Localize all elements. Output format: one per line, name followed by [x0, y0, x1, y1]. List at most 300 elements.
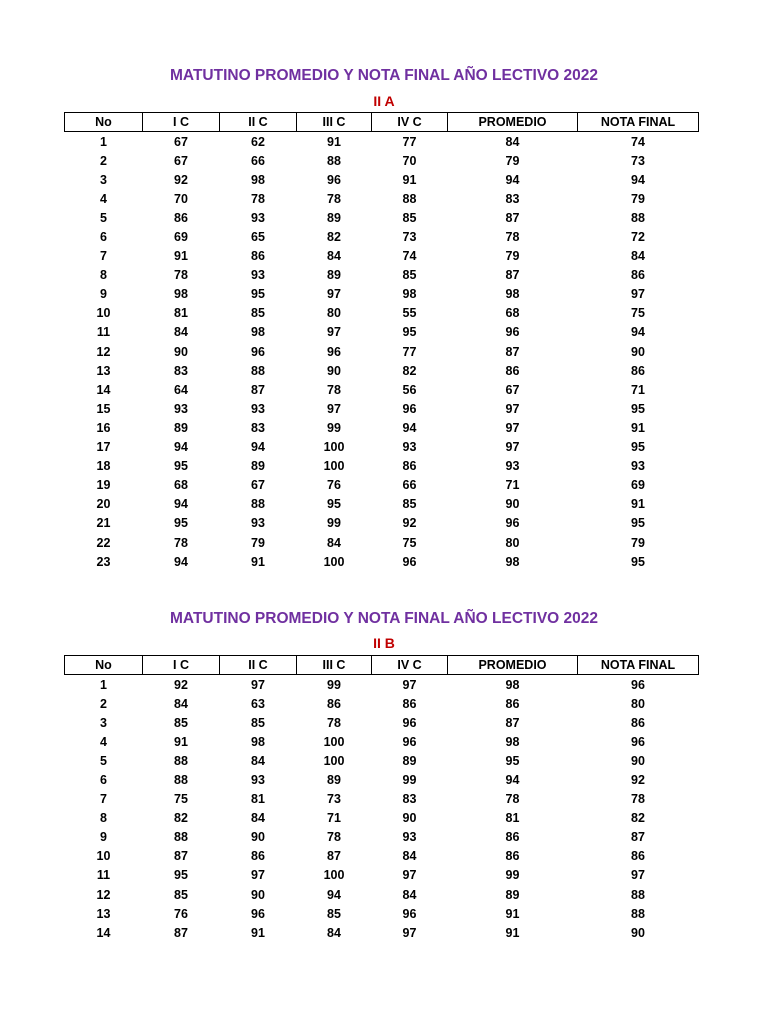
cell-no: 8: [100, 811, 107, 826]
cell-iv-c: 77: [402, 344, 417, 359]
table-row: [65, 751, 699, 770]
cell-iv-c: 96: [402, 401, 417, 416]
cell-ii-c: 84: [251, 753, 265, 768]
cell-nota-final: 96: [631, 677, 645, 692]
cell-nota-final: 86: [631, 268, 645, 283]
header-promedio: PROMEDIO: [448, 113, 578, 132]
cell-promedio: 98: [505, 677, 520, 692]
table-body: [65, 132, 699, 572]
cell-promedio: 68: [505, 306, 520, 321]
cell-i-c: 64: [174, 382, 188, 397]
cell-iv-c: 98: [402, 287, 417, 302]
cell-no: 1: [100, 677, 107, 692]
cell-i-c: 95: [174, 868, 188, 883]
cell-iii-c: 100: [323, 459, 345, 474]
cell-promedio: 89: [505, 887, 520, 902]
cell-ii-c: 65: [251, 230, 265, 245]
table-row: [65, 533, 699, 552]
cell-ii-c: 85: [251, 715, 265, 730]
grades-table: [64, 655, 699, 942]
cell-iv-c: 95: [402, 325, 417, 340]
cell-nota-final: 79: [631, 535, 645, 550]
cell-nota-final: 95: [631, 516, 645, 531]
cell-nota-final: 87: [631, 830, 645, 845]
cell-i-c: 81: [174, 306, 188, 321]
cell-ii-c: 78: [251, 191, 265, 206]
cell-no: 15: [96, 401, 111, 416]
table-row: [65, 208, 699, 227]
table-row: [65, 904, 699, 923]
cell-nota-final: 88: [631, 906, 645, 921]
cell-ii-c: 85: [251, 306, 265, 321]
cell-iv-c: 96: [402, 734, 417, 749]
cell-i-c: 67: [174, 134, 188, 149]
cell-iii-c: 94: [327, 887, 341, 902]
cell-no: 23: [96, 554, 111, 569]
header-iii-c: III C: [297, 113, 372, 132]
table-row: [65, 151, 699, 170]
cell-iii-c: 78: [327, 830, 341, 845]
cell-ii-c: 81: [251, 792, 265, 807]
cell-promedio: 86: [505, 830, 520, 845]
cell-ii-c: 98: [251, 172, 265, 187]
cell-promedio: 79: [505, 153, 520, 168]
cell-i-c: 95: [174, 459, 188, 474]
cell-no: 2: [100, 696, 107, 711]
cell-promedio: 71: [505, 478, 520, 493]
cell-ii-c: 88: [251, 497, 265, 512]
cell-nota-final: 93: [631, 459, 645, 474]
cell-iii-c: 96: [327, 344, 341, 359]
cell-iii-c: 84: [327, 925, 341, 940]
section-group: II B: [373, 635, 395, 651]
cell-nota-final: 73: [631, 153, 645, 168]
cell-iii-c: 96: [327, 172, 341, 187]
cell-promedio: 94: [505, 773, 520, 788]
cell-iii-c: 84: [327, 535, 341, 550]
table-row: [65, 809, 699, 828]
table-row: [65, 552, 699, 571]
cell-iv-c: 97: [402, 868, 417, 883]
cell-ii-c: 63: [251, 696, 265, 711]
cell-ii-c: 91: [251, 925, 265, 940]
cell-ii-c: 88: [251, 363, 265, 378]
cell-ii-c: 84: [251, 811, 265, 826]
table-row: [65, 132, 699, 152]
cell-no: 18: [96, 459, 111, 474]
cell-i-c: 94: [174, 554, 188, 569]
cell-iv-c: 93: [402, 440, 417, 455]
cell-i-c: 75: [174, 792, 188, 807]
cell-i-c: 78: [174, 535, 188, 550]
header-promedio: PROMEDIO: [448, 656, 578, 675]
cell-no: 4: [100, 191, 107, 206]
cell-i-c: 94: [174, 497, 188, 512]
cell-promedio: 83: [505, 191, 520, 206]
table-row: [65, 380, 699, 399]
table-row: [65, 361, 699, 380]
cell-no: 1: [100, 134, 107, 149]
cell-iv-c: 73: [402, 230, 417, 245]
cell-iii-c: 99: [327, 420, 341, 435]
cell-ii-c: 97: [251, 677, 265, 692]
cell-promedio: 94: [505, 172, 520, 187]
cell-nota-final: 78: [631, 792, 645, 807]
cell-i-c: 83: [174, 363, 188, 378]
cell-i-c: 82: [174, 811, 188, 826]
cell-iv-c: 56: [402, 382, 417, 397]
cell-no: 12: [96, 887, 111, 902]
cell-iii-c: 89: [327, 268, 341, 283]
cell-iii-c: 100: [323, 440, 345, 455]
table-row: [65, 828, 699, 847]
cell-promedio: 98: [505, 287, 520, 302]
cell-nota-final: 74: [631, 134, 645, 149]
cell-no: 2: [100, 153, 107, 168]
cell-nota-final: 94: [631, 325, 645, 340]
cell-i-c: 92: [174, 172, 188, 187]
cell-i-c: 78: [174, 268, 188, 283]
cell-ii-c: 97: [251, 868, 265, 883]
cell-no: 19: [96, 478, 111, 493]
cell-ii-c: 66: [251, 153, 265, 168]
cell-promedio: 78: [505, 230, 520, 245]
cell-nota-final: 88: [631, 887, 645, 902]
cell-nota-final: 80: [631, 696, 645, 711]
cell-no: 17: [96, 440, 111, 455]
cell-iv-c: 55: [402, 306, 417, 321]
cell-i-c: 76: [174, 906, 188, 921]
cell-i-c: 68: [174, 478, 188, 493]
cell-no: 21: [96, 516, 111, 531]
cell-iii-c: 99: [327, 516, 341, 531]
cell-ii-c: 98: [251, 325, 265, 340]
cell-iv-c: 83: [402, 792, 417, 807]
cell-nota-final: 95: [631, 440, 645, 455]
table-row: [65, 732, 699, 751]
cell-iii-c: 85: [327, 906, 341, 921]
cell-i-c: 88: [174, 830, 188, 845]
cell-promedio: 91: [505, 925, 520, 940]
cell-promedio: 86: [505, 363, 520, 378]
cell-iv-c: 96: [402, 554, 417, 569]
section-title: MATUTINO PROMEDIO Y NOTA FINAL AÑO LECTIVO 2022: [169, 610, 598, 627]
table-header-row: [65, 113, 699, 132]
table-row: [65, 476, 699, 495]
cell-iii-c: 78: [327, 715, 341, 730]
cell-nota-final: 86: [631, 849, 645, 864]
cell-nota-final: 97: [631, 868, 645, 883]
cell-no: 13: [96, 906, 111, 921]
cell-promedio: 78: [505, 792, 520, 807]
cell-promedio: 87: [505, 268, 520, 283]
header-i-c: I C: [143, 656, 220, 675]
cell-i-c: 87: [174, 849, 188, 864]
cell-iv-c: 85: [402, 497, 417, 512]
cell-i-c: 67: [174, 153, 188, 168]
cell-i-c: 69: [174, 230, 188, 245]
cell-i-c: 93: [174, 401, 188, 416]
cell-no: 5: [100, 753, 107, 768]
cell-iii-c: 89: [327, 210, 341, 225]
header-iv-c: IV C: [372, 113, 448, 132]
cell-promedio: 97: [505, 401, 520, 416]
cell-nota-final: 75: [631, 306, 645, 321]
cell-iii-c: 88: [327, 153, 341, 168]
cell-iv-c: 88: [402, 191, 417, 206]
section-title: MATUTINO PROMEDIO Y NOTA FINAL AÑO LECTIVO 2022: [169, 67, 598, 84]
table-row: [65, 694, 699, 713]
table-row: [65, 399, 699, 418]
cell-ii-c: 93: [251, 516, 265, 531]
cell-iv-c: 97: [402, 925, 417, 940]
table-row: [65, 342, 699, 361]
cell-no: 11: [96, 325, 111, 340]
cell-iii-c: 99: [327, 677, 341, 692]
cell-iv-c: 93: [402, 830, 417, 845]
cell-nota-final: 84: [631, 249, 645, 264]
cell-iii-c: 100: [323, 868, 345, 883]
table-row: [65, 790, 699, 809]
cell-promedio: 99: [505, 868, 520, 883]
cell-ii-c: 93: [251, 401, 265, 416]
cell-iii-c: 89: [327, 773, 341, 788]
cell-promedio: 93: [505, 459, 520, 474]
cell-iv-c: 85: [402, 268, 417, 283]
cell-i-c: 91: [174, 734, 188, 749]
cell-ii-c: 62: [251, 134, 265, 149]
cell-i-c: 70: [174, 191, 188, 206]
cell-i-c: 89: [174, 420, 188, 435]
cell-no: 11: [96, 868, 111, 883]
cell-iv-c: 99: [402, 773, 417, 788]
cell-promedio: 87: [505, 344, 520, 359]
cell-iv-c: 91: [402, 172, 417, 187]
cell-promedio: 96: [505, 325, 520, 340]
cell-nota-final: 97: [631, 287, 645, 302]
header-nota-final: NOTA FINAL: [578, 113, 699, 132]
table-row: [65, 457, 699, 476]
cell-iii-c: 97: [327, 287, 341, 302]
cell-promedio: 91: [505, 906, 520, 921]
cell-promedio: 98: [505, 734, 520, 749]
cell-iv-c: 84: [402, 887, 417, 902]
table-row: [65, 266, 699, 285]
header-ii-c: II C: [220, 656, 297, 675]
cell-no: 3: [100, 715, 107, 730]
cell-iii-c: 78: [327, 382, 341, 397]
cell-ii-c: 93: [251, 210, 265, 225]
cell-i-c: 95: [174, 516, 188, 531]
cell-ii-c: 96: [251, 344, 265, 359]
cell-iii-c: 90: [327, 363, 341, 378]
cell-nota-final: 91: [631, 497, 645, 512]
cell-no: 8: [100, 268, 107, 283]
cell-ii-c: 95: [251, 287, 265, 302]
cell-promedio: 98: [505, 554, 520, 569]
cell-nota-final: 86: [631, 715, 645, 730]
cell-i-c: 87: [174, 925, 188, 940]
cell-promedio: 86: [505, 696, 520, 711]
cell-iv-c: 96: [402, 715, 417, 730]
cell-ii-c: 83: [251, 420, 265, 435]
table-row: [65, 189, 699, 208]
cell-iii-c: 95: [327, 497, 341, 512]
cell-no: 7: [100, 249, 107, 264]
cell-promedio: 80: [505, 535, 520, 550]
cell-i-c: 91: [174, 249, 188, 264]
cell-no: 5: [100, 210, 107, 225]
cell-iv-c: 97: [402, 677, 417, 692]
cell-promedio: 87: [505, 210, 520, 225]
cell-ii-c: 94: [251, 440, 265, 455]
cell-nota-final: 94: [631, 172, 645, 187]
cell-nota-final: 95: [631, 401, 645, 416]
cell-nota-final: 90: [631, 925, 645, 940]
header-i-c: I C: [143, 113, 220, 132]
table-row: [65, 170, 699, 189]
cell-nota-final: 82: [631, 811, 645, 826]
cell-no: 10: [96, 306, 111, 321]
cell-ii-c: 86: [251, 849, 265, 864]
cell-iii-c: 84: [327, 249, 341, 264]
cell-iii-c: 91: [327, 134, 341, 149]
cell-iv-c: 74: [402, 249, 417, 264]
cell-ii-c: 67: [251, 478, 265, 493]
table-row: [65, 495, 699, 514]
cell-promedio: 97: [505, 440, 520, 455]
table-row: [65, 247, 699, 266]
cell-i-c: 92: [174, 677, 188, 692]
cell-iii-c: 78: [327, 191, 341, 206]
cell-ii-c: 93: [251, 773, 265, 788]
cell-no: 14: [96, 382, 111, 397]
cell-ii-c: 91: [251, 554, 265, 569]
cell-i-c: 88: [174, 773, 188, 788]
cell-promedio: 81: [505, 811, 520, 826]
table-header-row: [65, 656, 699, 675]
cell-promedio: 87: [505, 715, 520, 730]
table-row: [65, 713, 699, 732]
table-row: [65, 923, 699, 942]
cell-iii-c: 100: [323, 554, 345, 569]
cell-i-c: 85: [174, 715, 188, 730]
cell-i-c: 86: [174, 210, 188, 225]
header-iv-c: IV C: [372, 656, 448, 675]
cell-no: 16: [96, 420, 111, 435]
header-nota-final: NOTA FINAL: [578, 656, 699, 675]
cell-iv-c: 86: [402, 459, 417, 474]
cell-ii-c: 93: [251, 268, 265, 283]
table-row: [65, 866, 699, 885]
table-row: [65, 514, 699, 533]
cell-ii-c: 86: [251, 249, 265, 264]
cell-nota-final: 71: [631, 382, 645, 397]
cell-i-c: 84: [174, 325, 188, 340]
cell-no: 13: [96, 363, 111, 378]
cell-promedio: 90: [505, 497, 520, 512]
cell-iv-c: 90: [402, 811, 417, 826]
table-row: [65, 847, 699, 866]
cell-i-c: 85: [174, 887, 188, 902]
cell-iv-c: 84: [402, 849, 417, 864]
cell-no: 9: [100, 830, 107, 845]
cell-ii-c: 79: [251, 535, 265, 550]
table-row: [65, 323, 699, 342]
cell-iii-c: 97: [327, 325, 341, 340]
cell-promedio: 97: [505, 420, 520, 435]
table-body: [65, 675, 699, 943]
cell-no: 12: [96, 344, 111, 359]
cell-no: 6: [100, 773, 107, 788]
table-row: [65, 438, 699, 457]
cell-promedio: 96: [505, 516, 520, 531]
table-row: [65, 227, 699, 246]
cell-nota-final: 90: [631, 753, 645, 768]
cell-no: 3: [100, 172, 107, 187]
header-no: No: [65, 656, 143, 675]
table-row: [65, 285, 699, 304]
cell-nota-final: 95: [631, 554, 645, 569]
cell-no: 20: [96, 497, 111, 512]
cell-iv-c: 89: [402, 753, 417, 768]
cell-iii-c: 86: [327, 696, 341, 711]
cell-ii-c: 87: [251, 382, 265, 397]
section-group: II A: [373, 93, 395, 109]
header-no: No: [65, 113, 143, 132]
cell-iii-c: 100: [323, 753, 345, 768]
cell-iv-c: 70: [402, 153, 417, 168]
cell-iv-c: 85: [402, 210, 417, 225]
cell-ii-c: 96: [251, 906, 265, 921]
grades-table: [64, 112, 699, 571]
header-iii-c: III C: [297, 656, 372, 675]
cell-i-c: 84: [174, 696, 188, 711]
cell-no: 7: [100, 792, 107, 807]
cell-iv-c: 94: [402, 420, 417, 435]
cell-no: 22: [96, 535, 111, 550]
table-row: [65, 304, 699, 323]
table-row: [65, 770, 699, 789]
cell-no: 14: [96, 925, 111, 940]
cell-no: 4: [100, 734, 107, 749]
cell-iv-c: 92: [402, 516, 417, 531]
cell-promedio: 95: [505, 753, 520, 768]
header-ii-c: II C: [220, 113, 297, 132]
table-row: [65, 675, 699, 695]
cell-i-c: 98: [174, 287, 188, 302]
cell-iii-c: 97: [327, 401, 341, 416]
cell-iii-c: 73: [327, 792, 341, 807]
cell-promedio: 67: [505, 382, 520, 397]
cell-nota-final: 72: [631, 230, 645, 245]
cell-iii-c: 87: [327, 849, 341, 864]
cell-promedio: 86: [505, 849, 520, 864]
cell-ii-c: 89: [251, 459, 265, 474]
cell-iv-c: 82: [402, 363, 417, 378]
cell-nota-final: 86: [631, 363, 645, 378]
cell-iii-c: 76: [327, 478, 341, 493]
cell-nota-final: 90: [631, 344, 645, 359]
cell-iii-c: 100: [323, 734, 345, 749]
cell-iv-c: 77: [402, 134, 417, 149]
cell-ii-c: 90: [251, 887, 265, 902]
cell-i-c: 94: [174, 440, 188, 455]
cell-no: 6: [100, 230, 107, 245]
cell-ii-c: 98: [251, 734, 265, 749]
cell-nota-final: 91: [631, 420, 645, 435]
cell-nota-final: 79: [631, 191, 645, 206]
